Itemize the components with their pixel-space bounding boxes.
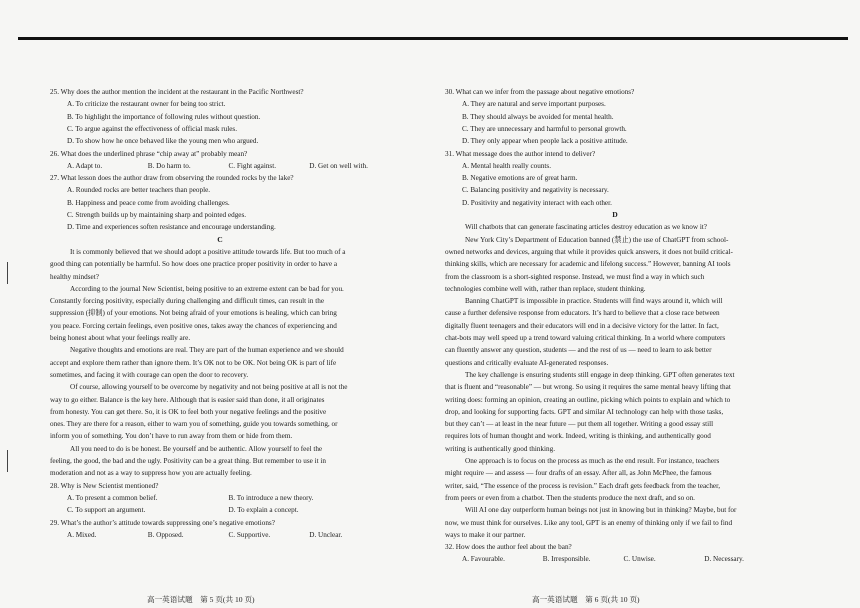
- answer-option: B. To introduce a new theory.: [228, 493, 314, 502]
- text-line: New York City’s Department of Education banned (禁止) the use of ChatGPT from school-: [465, 235, 729, 244]
- text-line: ways to make it our partner.: [445, 530, 526, 539]
- text-line: inform you of something. You don’t have to run away from them or hide from them.: [50, 432, 293, 441]
- text-line: can fluently answer any question, students — and the rest of us — need to learn to ask better: [445, 346, 712, 355]
- text-line: feeling, the good, the bad and the ugly. Positivity can be a great thing. But remember to use it in: [50, 457, 326, 465]
- text-line: way to go either. Balance is the key here. Although that is easier said than done, it all originates: [50, 395, 325, 404]
- text-line: being honest about what your feelings really are.: [50, 334, 191, 342]
- text-line: drop, and looking for supporting facts. GPT and similar AI technology can help with those tasks,: [445, 407, 724, 416]
- text-line: Negative thoughts and emotions are real. They are part of the human experience and we should: [70, 346, 344, 355]
- text-line: thinking skills, which are necessary for academic and lifelong success.” However, banning AI tools: [445, 260, 731, 269]
- answer-option: D. To explain a concept.: [228, 506, 299, 515]
- text-line: healthy mindset?: [50, 272, 99, 281]
- answer-option: D. Positivity and negativity interact with each other.: [462, 198, 612, 207]
- answer-options-row: [445, 553, 785, 565]
- answer-option: C. To argue against the effectiveness of official mask rules.: [67, 124, 238, 133]
- page-5-column: [50, 86, 390, 608]
- answer-options-row: [50, 504, 390, 516]
- answer-option: A. Rounded rocks are better teachers than people.: [67, 186, 211, 195]
- answer-option: A. Adapt to.: [67, 161, 103, 170]
- answer-option: C. To support an argument.: [67, 506, 146, 515]
- question-stem: 31. What message does the author intend to deliver?: [445, 149, 596, 158]
- answer-option: B. Do harm to.: [147, 161, 191, 170]
- text-line: Of course, allowing yourself to be overcome by negativity and not being positive at all is not the: [70, 383, 348, 392]
- answer-options-row: [50, 529, 390, 541]
- answer-option: A. Mental health really counts.: [462, 161, 552, 170]
- margin-binding-mark: [7, 450, 8, 472]
- answer-option: D. Time and experiences soften resistance and encourage understanding.: [67, 223, 276, 232]
- answer-option: D. To show how he once behaved like the young men who argued.: [67, 137, 259, 146]
- text-line: The key challenge is ensuring students still engage in deep thinking. GPT often generates text: [465, 370, 735, 379]
- answer-option: A. Favourable.: [462, 555, 505, 564]
- page-6-column: [445, 86, 785, 608]
- answer-option: D. Unclear.: [309, 530, 343, 539]
- answer-option: B. Irresponsible.: [542, 555, 591, 564]
- text-line: ones. They are there for a reason, either to warn you of something, guide you towards something, or: [50, 420, 338, 429]
- text-line: writing is authentically good thinking.: [445, 444, 555, 453]
- question-stem: 26. What does the underlined phrase “chip away at” probably mean?: [50, 149, 248, 158]
- text-line: good thing can potentially be harmful. So how does one practice proper positivity in order to have a: [50, 260, 338, 269]
- text-line: cause a further defensive response from educators. It’s hard to believe that a close race between: [445, 309, 720, 318]
- text-line: According to the journal New Scientist, being positive to an extreme extent can be bad for you.: [70, 284, 344, 293]
- text-line: Will chatbots that can generate fascinating articles destroy education as we know it?: [465, 223, 707, 232]
- text-line: writer, said, “The essence of the process is revision.” Each draft gets feedback from the teacher,: [445, 481, 721, 490]
- answer-option: A. To present a common belief.: [67, 493, 158, 502]
- text-line: chat-bots may well speed up a trend toward valuing critical thinking. In a world where computers: [445, 334, 726, 342]
- answer-option: D. Get on well with.: [309, 161, 368, 170]
- answer-options-row: [50, 160, 390, 172]
- text-line: requires lots of human thought and work. Indeed, writing is thinking, and authentically good: [445, 432, 711, 441]
- text-line: Will AI one day outperform human beings not just in knowing but in thinking? Maybe, but for: [465, 506, 737, 515]
- text-line: now, we must think for ourselves. Like any tool, GPT is an enemy of thinking only if we fail to find: [445, 518, 733, 527]
- text-line: suppression (抑制) of your emotions. Not being afraid of your emotions is healing, which can bring: [50, 309, 337, 318]
- question-stem: 28. Why is New Scientist mentioned?: [50, 481, 159, 490]
- margin-binding-mark: [7, 262, 8, 284]
- text-line: One approach is to focus on the process as much as the end result. For instance, teachers: [465, 457, 720, 465]
- answer-option: B. Opposed.: [147, 530, 184, 539]
- page-6-footer: 高一英语试题 第 6 页(共 10 页): [532, 595, 640, 604]
- answer-option: C. Balancing positivity and negativity is necessary.: [462, 186, 609, 195]
- text-line: Banning ChatGPT is impossible in practice. Students will find ways around it, which will: [465, 297, 723, 306]
- text-line: All you need to do is be honest. Be yourself and be authentic. Allow yourself to feel the: [70, 444, 323, 453]
- text-line: moderation and not as a way to suppress how you are actually feeling.: [50, 469, 252, 478]
- section-heading: C: [217, 234, 223, 244]
- answer-option: D. Necessary.: [704, 555, 744, 564]
- question-stem: 30. What can we infer from the passage about negative emotions?: [445, 88, 635, 96]
- section-heading: D: [612, 210, 618, 219]
- answer-option: D. They only appear when people lack a positive attitude.: [462, 137, 628, 146]
- text-line: technologies combine well with, rather than replace, student thinking.: [445, 284, 646, 293]
- answer-option: C. Fight against.: [228, 161, 277, 170]
- text-line: from honesty. You can get there. So, it is OK to feel both your negative feelings and the positive: [50, 407, 327, 416]
- page-5-footer: 高一英语试题 第 5 页(共 10 页): [147, 595, 255, 604]
- text-line: sometimes, and facing it with courage can open the door to recovery.: [50, 370, 249, 379]
- text-line: but they can’t — at least in the near future — put them all together. Writing a good essay still: [445, 420, 714, 429]
- text-line: that is fluent and “reasonable” — but wrong. So using it requires the same mental heavy lifting that: [445, 383, 731, 392]
- text-line: from the classroom is a short-sighted response. Instead, we must find a way in which such: [445, 272, 705, 281]
- question-stem: 29. What’s the author’s attitude towards suppressing one’s negative emotions?: [50, 518, 275, 527]
- answer-option: C. Strength builds up by maintaining sharp and pointed edges.: [67, 211, 247, 219]
- text-line: you peace. Forcing certain feelings, even positive ones, takes away the chances of experiencing and: [50, 321, 337, 330]
- question-stem: 32. How does the author feel about the ban?: [445, 543, 572, 552]
- text-line: digitally fluent teenagers and their educators will end in a decisive victory for the latter. In fact,: [445, 321, 719, 330]
- answer-option: A. To criticize the restaurant owner for being too strict.: [67, 100, 226, 109]
- answer-option: B. Happiness and peace come from avoiding challenges.: [67, 198, 230, 207]
- answer-option: A. Mixed.: [67, 530, 97, 539]
- answer-option: B. Negative emotions are of great harm.: [462, 174, 578, 183]
- text-line: It is commonly believed that we should adopt a positive attitude towards life. But too much of a: [70, 247, 346, 256]
- text-line: Constantly forcing positivity, especially during challenging and difficult times, can result in the: [50, 297, 325, 306]
- answer-option: A. They are natural and serve important purposes.: [462, 100, 606, 109]
- answer-option: B. To highlight the importance of following rules without question.: [67, 112, 261, 121]
- question-stem: 27. What lesson does the author draw from observing the rounded rocks by the lake?: [50, 174, 294, 183]
- top-rule: [18, 37, 848, 40]
- text-line: owned networks and devices, arguing that while it provides quick answers, it does not build critical-: [445, 247, 733, 256]
- text-line: might require — and assess — four drafts of an essay. After all, as John McPhee, the famous: [445, 469, 712, 478]
- text-line: accept and explore them rather than ignore them. It’s OK not to be OK. Not being OK is part of life: [50, 358, 337, 367]
- answer-options-row: [50, 492, 390, 504]
- question-stem: 25. Why does the author mention the incident at the restaurant in the Pacific Northwest?: [50, 88, 304, 96]
- text-line: writing does: forming an opinion, creating an outline, picking which points to explain and which to: [445, 395, 731, 404]
- text-line: questions and critically evaluate AI-generated responses.: [445, 358, 609, 367]
- text-line: from peers or even from a chatbot. Then the students produce the next draft, and so on.: [445, 493, 695, 502]
- answer-option: C. Unwise.: [623, 555, 656, 564]
- answer-option: B. They should always be avoided for mental health.: [462, 112, 614, 121]
- answer-option: C. Supportive.: [228, 530, 271, 539]
- answer-option: C. They are unnecessary and harmful to personal growth.: [462, 124, 627, 133]
